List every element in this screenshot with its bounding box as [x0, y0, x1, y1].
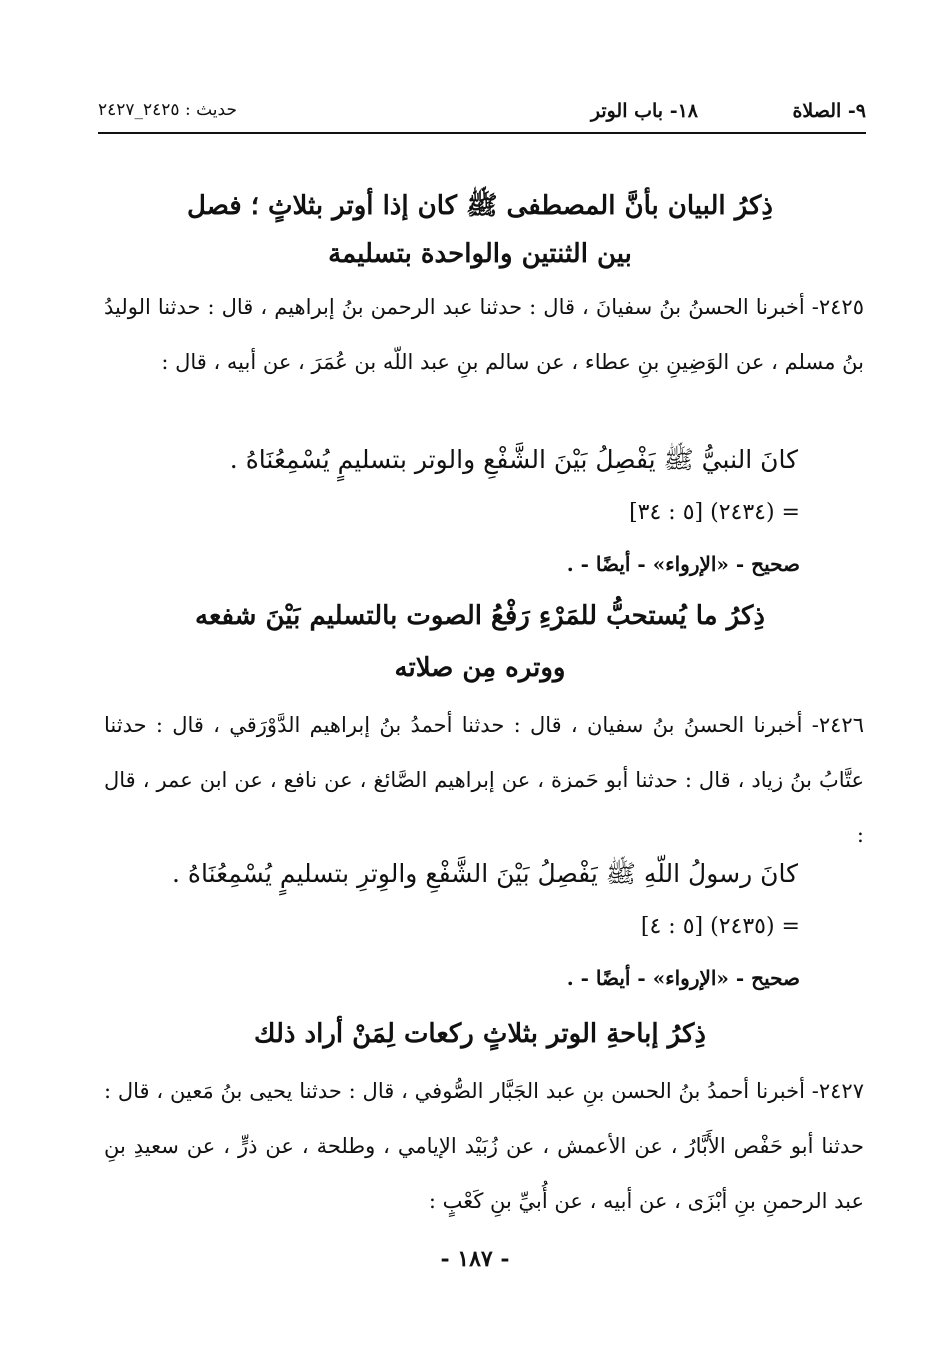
- hadith-2427-isnad: ٢٤٢٧- أخبرنا أحمدُ بنُ الحسن بنِ عبد الجَبَّار الصُّوفي ، قال : حدثنا يحيى بنُ مَعين ، قال : حدثنا أبو حَفْص الأَبَّارُ ، عن الأعمش ، عن زُبَيْد الإيامي ، وطلحة ، عن ذرٍّ ، عن سعيدِ بنِ عبد الرحمنِ بنِ أبْزَى ، عن أبيه ، عن أُبيِّ بنِ كَعْبٍ :: [104, 1079, 864, 1213]
- chapter-title: ٩- الصلاة: [792, 100, 866, 122]
- hadith-2425-matn: كانَ النبيُّ ﷺ يَفْصِلُ بَيْنَ الشَّفْعِ والوتر بتسليمٍ يُسْمِعُنَاهُ .: [229, 445, 798, 474]
- hadith-2425-grade: صحيح - «الإرواء» - أيضًا - .: [566, 552, 800, 576]
- chapter-heading-2-line-1: ذِكرُ ما يُستحبُّ للمَرْءِ رَفْعُ الصوت بالتسليم بَيْنَ شفعه: [195, 601, 765, 631]
- hadith-range: حديث : ٢٤٢٥_٢٤٢٧: [98, 100, 237, 120]
- hadith-2425-reference: = (٢٤٣٤) [٥ : ٣٤]: [629, 500, 800, 525]
- hadith-2426-isnad: ٢٤٢٦- أخبرنا الحسنُ بنُ سفيان ، قال : حدثنا أحمدُ بنُ إبراهيم الدَّوْرَقي ، قال : حدثنا عتَّابُ بنُ زياد ، قال : حدثنا أبو حَمزة ، عن إبراهيم الصَّائغ ، عن نافع ، عن ابن عمر ، قال :: [104, 713, 864, 847]
- hadith-2426-reference: = (٢٤٣٥) [٥ : ٤]: [640, 914, 800, 939]
- chapter-heading-1-line-1: ذِكرُ البيان بأنَّ المصطفى ﷺ كان إذا أوتر بثلاثٍ ؛ فصل: [187, 191, 773, 221]
- chapter-heading-2-line-2: ووتره مِن صلاته: [394, 653, 566, 683]
- hadith-2426-matn: كانَ رسولُ اللّهِ ﷺ يَفْصِلُ بَيْنَ الشَّفْعِ والوِترِ بتسليمٍ يُسْمِعُنَاهُ .: [171, 859, 798, 888]
- hadith-2425-isnad: ٢٤٢٥- أخبرنا الحسنُ بنُ سفيانَ ، قال : حدثنا عبد الرحمن بنُ إبراهيم ، قال : حدثنا الوليدُ بنُ مسلم ، عن الوَضِينِ بنِ عطاء ، عن سالم بنِ عبد اللّه بن عُمَرَ ، عن أبيه ، قال :: [104, 295, 864, 374]
- section-title: ١٨- باب الوتر: [590, 100, 698, 122]
- running-header: [98, 96, 866, 134]
- chapter-heading-3: ذِكرُ إباحةِ الوتر بثلاثٍ ركعات لِمَنْ أراد ذلك: [254, 1019, 706, 1049]
- hadith-2426-grade: صحيح - «الإرواء» - أيضًا - .: [566, 966, 800, 990]
- page-number: - ١٨٧ -: [440, 1246, 510, 1272]
- chapter-heading-1-line-2: بين الثنتين والواحدة بتسليمة: [328, 239, 632, 269]
